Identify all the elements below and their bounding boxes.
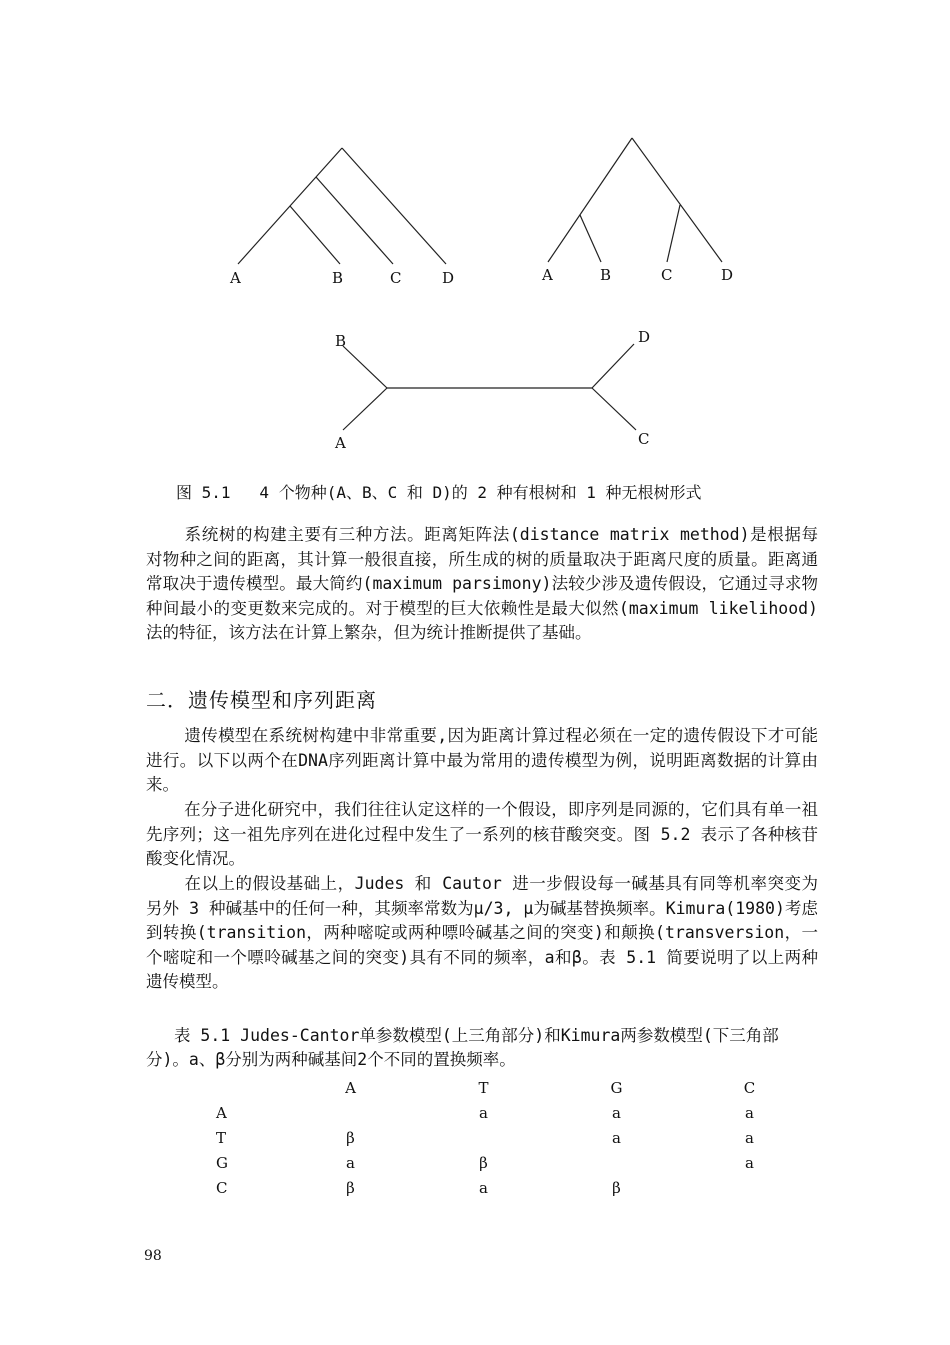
table-cell: a (612, 1128, 621, 1147)
paragraph-methods (146, 523, 818, 646)
table-row (186, 1150, 816, 1175)
column-header-t: T (478, 1078, 489, 1097)
paragraph-methods-text: 系统树的构建主要有三种方法。距离矩阵法(distance matrix method)是根据每对物种之间的距离，其计算一般很直接，所生成的树的质量取决于距离尺度的质量。距离通常取决于遗传模型。最大简约(maximum parsimony)法较少涉及遗传假设，它通过寻求物种间最小的变更数来完成的。对于模型的巨大依赖性是最大似然(maximum likelihood)法的特征，该方法在计算上繁杂，但为统计推断提供了基础。 (146, 525, 818, 642)
table-caption-text: 表 5.1 Judes-Cantor单参数模型(上三角部分)和Kimura两参数模型(下三角部分)。a、β分别为两种碱基间2个不同的置换频率。 (146, 1026, 779, 1069)
table-cell: a (612, 1103, 621, 1122)
paragraph-homology-text: 在分子进化研究中，我们往往认定这样的一个假设，即序列是同源的，它们具有单一祖先序列；这一祖先序列在进化过程中发生了一系列的核苷酸突变。图 5.2 表示了各种核苷酸变化情况。 (146, 800, 818, 868)
table-cell: a (479, 1178, 488, 1197)
column-header-c: C (743, 1078, 756, 1097)
tree2-label-b: B (600, 266, 612, 284)
column-header-a: A (345, 1078, 356, 1097)
tree1-label-c: C (390, 269, 402, 287)
table-cell: a (745, 1103, 754, 1122)
column-header-g: G (610, 1078, 623, 1097)
unrooted-label-b: B (335, 332, 347, 350)
figure-caption: 图 5.1 4 个物种(A、B、C 和 D)的 2 种有根树和 1 种无根树形式 (176, 483, 702, 502)
table-cell: a (745, 1153, 754, 1172)
paragraph-models-detail-text: 在以上的假设基础上，Judes 和 Cautor 进一步假设每一碱基具有同等机率突变为另外 3 种碱基中的任何一种，其频率常数为μ/3, μ为碱基替换频率。Kimura(1980)考虑到转换(transition，两种嘧啶或两种嘌呤碱基之间的突变)和颠换(transversion，一个嘧啶和一个嘌呤碱基之间的突变)具有不同的频率，a和β。表 5.1 简要说明了以上两种遗传模型。 (146, 874, 818, 991)
page-number: 98 (144, 1248, 162, 1264)
paragraph-models-detail (146, 872, 818, 995)
paragraph-genetic-models (146, 724, 818, 798)
tree1-label-b: B (332, 269, 344, 287)
section-heading: 二．遗传模型和序列距离 (146, 688, 377, 712)
tree1-label-d: D (442, 269, 455, 287)
table-cell (417, 1125, 550, 1150)
table-cell: a (479, 1103, 488, 1122)
table-caption (146, 1024, 818, 1072)
table-cell: a (745, 1128, 754, 1147)
table-cell (550, 1150, 683, 1175)
table-cell (683, 1175, 816, 1200)
rooted-tree-1 (229, 148, 454, 287)
row-header: T (216, 1128, 227, 1147)
table-cell (284, 1100, 417, 1125)
table-cell: β (612, 1178, 621, 1197)
tree2-label-c: C (661, 266, 673, 284)
table-header-row (186, 1075, 816, 1100)
unrooted-tree (334, 328, 650, 452)
unrooted-label-c: C (638, 430, 650, 448)
tree1-label-a: A (230, 269, 241, 287)
paragraph-genetic-models-text: 遗传模型在系统树构建中非常重要,因为距离计算过程必须在一定的遗传假设下才可能进行。以下以两个在DNA序列距离计算中最为常用的遗传模型为例，说明距离数据的计算由来。 (146, 726, 818, 794)
substitution-model-table (186, 1075, 816, 1200)
table-cell: β (346, 1128, 355, 1147)
table-cell: a (346, 1153, 355, 1172)
table-cell: β (346, 1178, 355, 1197)
row-header: G (216, 1153, 228, 1172)
tree2-label-a: A (542, 266, 553, 284)
table-row (186, 1125, 816, 1150)
row-header: A (216, 1103, 227, 1122)
table-row (186, 1100, 816, 1125)
tree2-label-d: D (721, 266, 734, 284)
unrooted-label-a: A (335, 434, 346, 452)
table-cell: β (479, 1153, 488, 1172)
row-header: C (216, 1178, 228, 1197)
paragraph-homology (146, 798, 818, 872)
table-row (186, 1175, 816, 1200)
unrooted-label-d: D (638, 328, 651, 346)
rooted-tree-2 (541, 138, 733, 284)
table-corner-cell (186, 1075, 284, 1100)
phylogenetic-trees-figure (0, 0, 950, 470)
